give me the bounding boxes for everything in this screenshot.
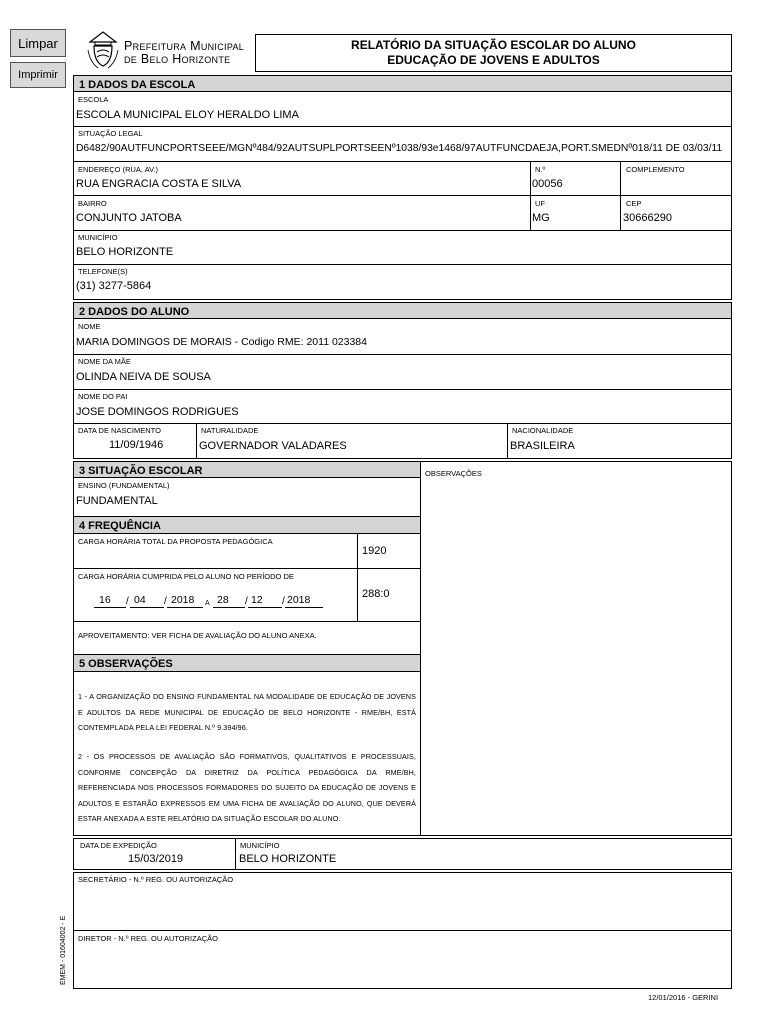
report-subtitle: EDUCAÇÃO DE JOVENS E ADULTOS xyxy=(387,53,600,67)
report-title: RELATÓRIO DA SITUAÇÃO ESCOLAR DO ALUNO xyxy=(351,38,636,52)
form-code: EMEM - 01604002 - E xyxy=(60,915,67,985)
divider xyxy=(73,568,420,569)
from-day-underline xyxy=(94,607,126,608)
note-paragraph-1: 1 - A ORGANIZAÇÃO DO ENSINO FUNDAMENTAL NA MODALIDADE DE EDUCAÇÃO DE JOVENS E ADULTOS DA REDE MUNICIPAL DE EDUCAÇÃO DE BELO HORIZONTE - RME/BH, ESTÁ CONTEMPLADA PELA LEI FEDERAL N.º 9.394/96. xyxy=(78,692,416,732)
divider xyxy=(73,161,732,162)
student-name-label: NOME xyxy=(78,322,101,331)
observations-field[interactable] xyxy=(421,478,731,835)
complement-label: COMPLEMENTO xyxy=(626,165,685,174)
status-section-header: 3 SITUAÇÃO ESCOLAR xyxy=(74,462,420,478)
from-year-field[interactable]: 2018 xyxy=(171,594,195,606)
from-day-field[interactable]: 16 xyxy=(99,594,111,606)
secretary-signature-field[interactable] xyxy=(74,885,731,929)
note-paragraph-2: 2 - OS PROCESSOS DE AVALIAÇÃO SÃO FORMATIVOS, QUALITATIVOS E PROCESSUAIS, CONFORME CONCEPÇÃO DA DIRETRIZ DA POLÍTICA PEDAGÓGICA DA RME/BH, REFERENCIADA NOS PROCESSOS FORMADORES DO SUJEITO DA EDUCAÇÃO DE JOVENS E ADULTOS E ESTARÃO EXPRESSOS EM UMA FICHA DE AVALIAÇÃO DO ALUNO, QUE DEVERÁ ESTAR ANEXADA A ESTE RELATÓRIO DA SITUAÇÃO ESCOLAR DO ALUNO. xyxy=(78,752,416,823)
observations-label: OBSERVAÇÕES xyxy=(425,469,482,478)
attendance-section-header: 4 FREQUÊNCIA xyxy=(74,516,420,534)
print-button[interactable]: Imprimir xyxy=(10,62,66,88)
birth-date-label: DATA DE NASCIMENTO xyxy=(78,426,161,435)
birthplace-field[interactable]: GOVERNADOR VALADARES xyxy=(199,440,347,452)
birth-date-field[interactable]: 11/09/1946 xyxy=(109,439,164,451)
school-section-header: 1 DADOS DA ESCOLA xyxy=(74,76,731,92)
date-slash: / xyxy=(282,596,285,607)
cep-field[interactable]: 30666290 xyxy=(623,212,672,224)
nationality-field[interactable]: BRASILEIRA xyxy=(510,440,575,452)
mother-name-label: NOME DA MÃE xyxy=(78,357,131,366)
divider xyxy=(73,930,732,931)
secretary-label: SECRETÁRIO - N.º REG. OU AUTORIZAÇÃO xyxy=(78,875,234,884)
divider xyxy=(73,621,420,622)
director-label: DIRETOR - N.º REG. OU AUTORIZAÇÃO xyxy=(78,934,218,943)
to-year-underline xyxy=(285,607,323,608)
school-name-field[interactable]: ESCOLA MUNICIPAL ELOY HERALDO LIMA xyxy=(76,109,299,121)
address-label: ENDEREÇO (RUA, AV.) xyxy=(78,165,159,174)
number-label: N.º xyxy=(535,165,546,174)
divider xyxy=(73,230,732,231)
clear-button[interactable]: Limpar xyxy=(10,29,66,57)
from-year-underline xyxy=(167,607,203,608)
to-day-underline xyxy=(213,607,245,608)
total-hours-label: CARGA HORÁRIA TOTAL DA PROPOSTA PEDAGÓGICA xyxy=(78,537,273,546)
city-crest-logo xyxy=(86,28,120,72)
address-field[interactable]: RUA ENGRACIA COSTA E SILVA xyxy=(76,178,242,190)
total-hours-field[interactable]: 1920 xyxy=(362,545,387,557)
to-day-field[interactable]: 28 xyxy=(217,594,229,606)
org-name-line1: Prefeitura Municipal xyxy=(124,39,245,53)
director-signature-field[interactable] xyxy=(74,944,731,988)
city-label: MUNICÍPIO xyxy=(78,233,118,242)
completed-hours-label: CARGA HORÁRIA CUMPRIDA PELO ALUNO NO PERÍODO DE xyxy=(78,572,294,581)
grade-note: APROVEITAMENTO: VER FICHA DE AVALIAÇÃO DO ALUNO ANEXA. xyxy=(78,631,317,640)
divider xyxy=(357,534,358,621)
uf-label: UF xyxy=(535,199,545,208)
school-name-label: ESCOLA xyxy=(78,95,109,104)
notes-section-header: 5 OBSERVAÇÕES xyxy=(74,654,420,672)
to-month-underline xyxy=(248,607,282,608)
birthplace-label: NATURALIDADE xyxy=(201,426,259,435)
father-name-label: NOME DO PAI xyxy=(78,392,128,401)
to-year-field[interactable]: 2018 xyxy=(287,594,311,606)
level-field[interactable]: FUNDAMENTAL xyxy=(76,495,158,507)
issue-city-field[interactable]: BELO HORIZONTE xyxy=(239,853,337,865)
district-field[interactable]: CONJUNTO JATOBA xyxy=(76,212,182,224)
divider xyxy=(507,423,508,459)
phone-label: TELEFONE(S) xyxy=(78,267,128,276)
date-slash: / xyxy=(164,596,167,607)
to-month-field[interactable]: 12 xyxy=(251,594,263,606)
from-month-field[interactable]: 04 xyxy=(134,594,146,606)
district-label: BAIRRO xyxy=(78,199,107,208)
number-field[interactable]: 00056 xyxy=(532,178,563,190)
issue-date-field[interactable]: 15/03/2019 xyxy=(128,853,184,865)
divider xyxy=(73,126,732,127)
divider xyxy=(73,389,732,390)
phone-field[interactable]: (31) 3277-5864 xyxy=(76,280,152,292)
divider xyxy=(196,423,197,459)
student-name-field[interactable]: MARIA DOMINGOS DE MORAIS - Codigo RME: 2011 023384 xyxy=(76,336,367,348)
from-month-underline xyxy=(130,607,164,608)
divider xyxy=(73,423,732,424)
level-label: ENSINO (FUNDAMENTAL) xyxy=(78,481,170,490)
date-slash: / xyxy=(245,596,248,607)
divider xyxy=(235,838,236,870)
issue-date-label: DATA DE EXPEDIÇÃO xyxy=(80,841,157,850)
nationality-label: NACIONALIDADE xyxy=(512,426,574,435)
legal-status-label: SITUAÇÃO LEGAL xyxy=(78,129,143,138)
father-name-field[interactable]: JOSE DOMINGOS RODRIGUES xyxy=(76,406,239,418)
student-section-header: 2 DADOS DO ALUNO xyxy=(74,303,731,319)
org-name-line2: de Belo Horizonte xyxy=(124,52,231,66)
legal-status-field[interactable]: D6482/90AUTFUNCPORTSEEE/MGNº484/92AUTSUPLPORTSEENº1038/93e1468/97AUTFUNCDAEJA,PORT.SMEDNº018/11 DE 03/03/11 xyxy=(76,143,723,154)
cep-label: CEP xyxy=(626,199,642,208)
divider xyxy=(73,195,732,196)
date-slash: / xyxy=(126,596,129,607)
divider xyxy=(73,264,732,265)
issue-city-label: MUNICÍPIO xyxy=(240,841,280,850)
uf-field[interactable]: MG xyxy=(532,212,550,224)
city-field[interactable]: BELO HORIZONTE xyxy=(76,246,174,258)
divider xyxy=(73,354,732,355)
date-range-separator: A xyxy=(205,600,210,607)
completed-hours-field[interactable]: 288:0 xyxy=(362,588,390,600)
mother-name-field[interactable]: OLINDA NEIVA DE SOUSA xyxy=(76,371,211,383)
form-version: 12/01/2016 - GERINI xyxy=(648,993,719,1002)
